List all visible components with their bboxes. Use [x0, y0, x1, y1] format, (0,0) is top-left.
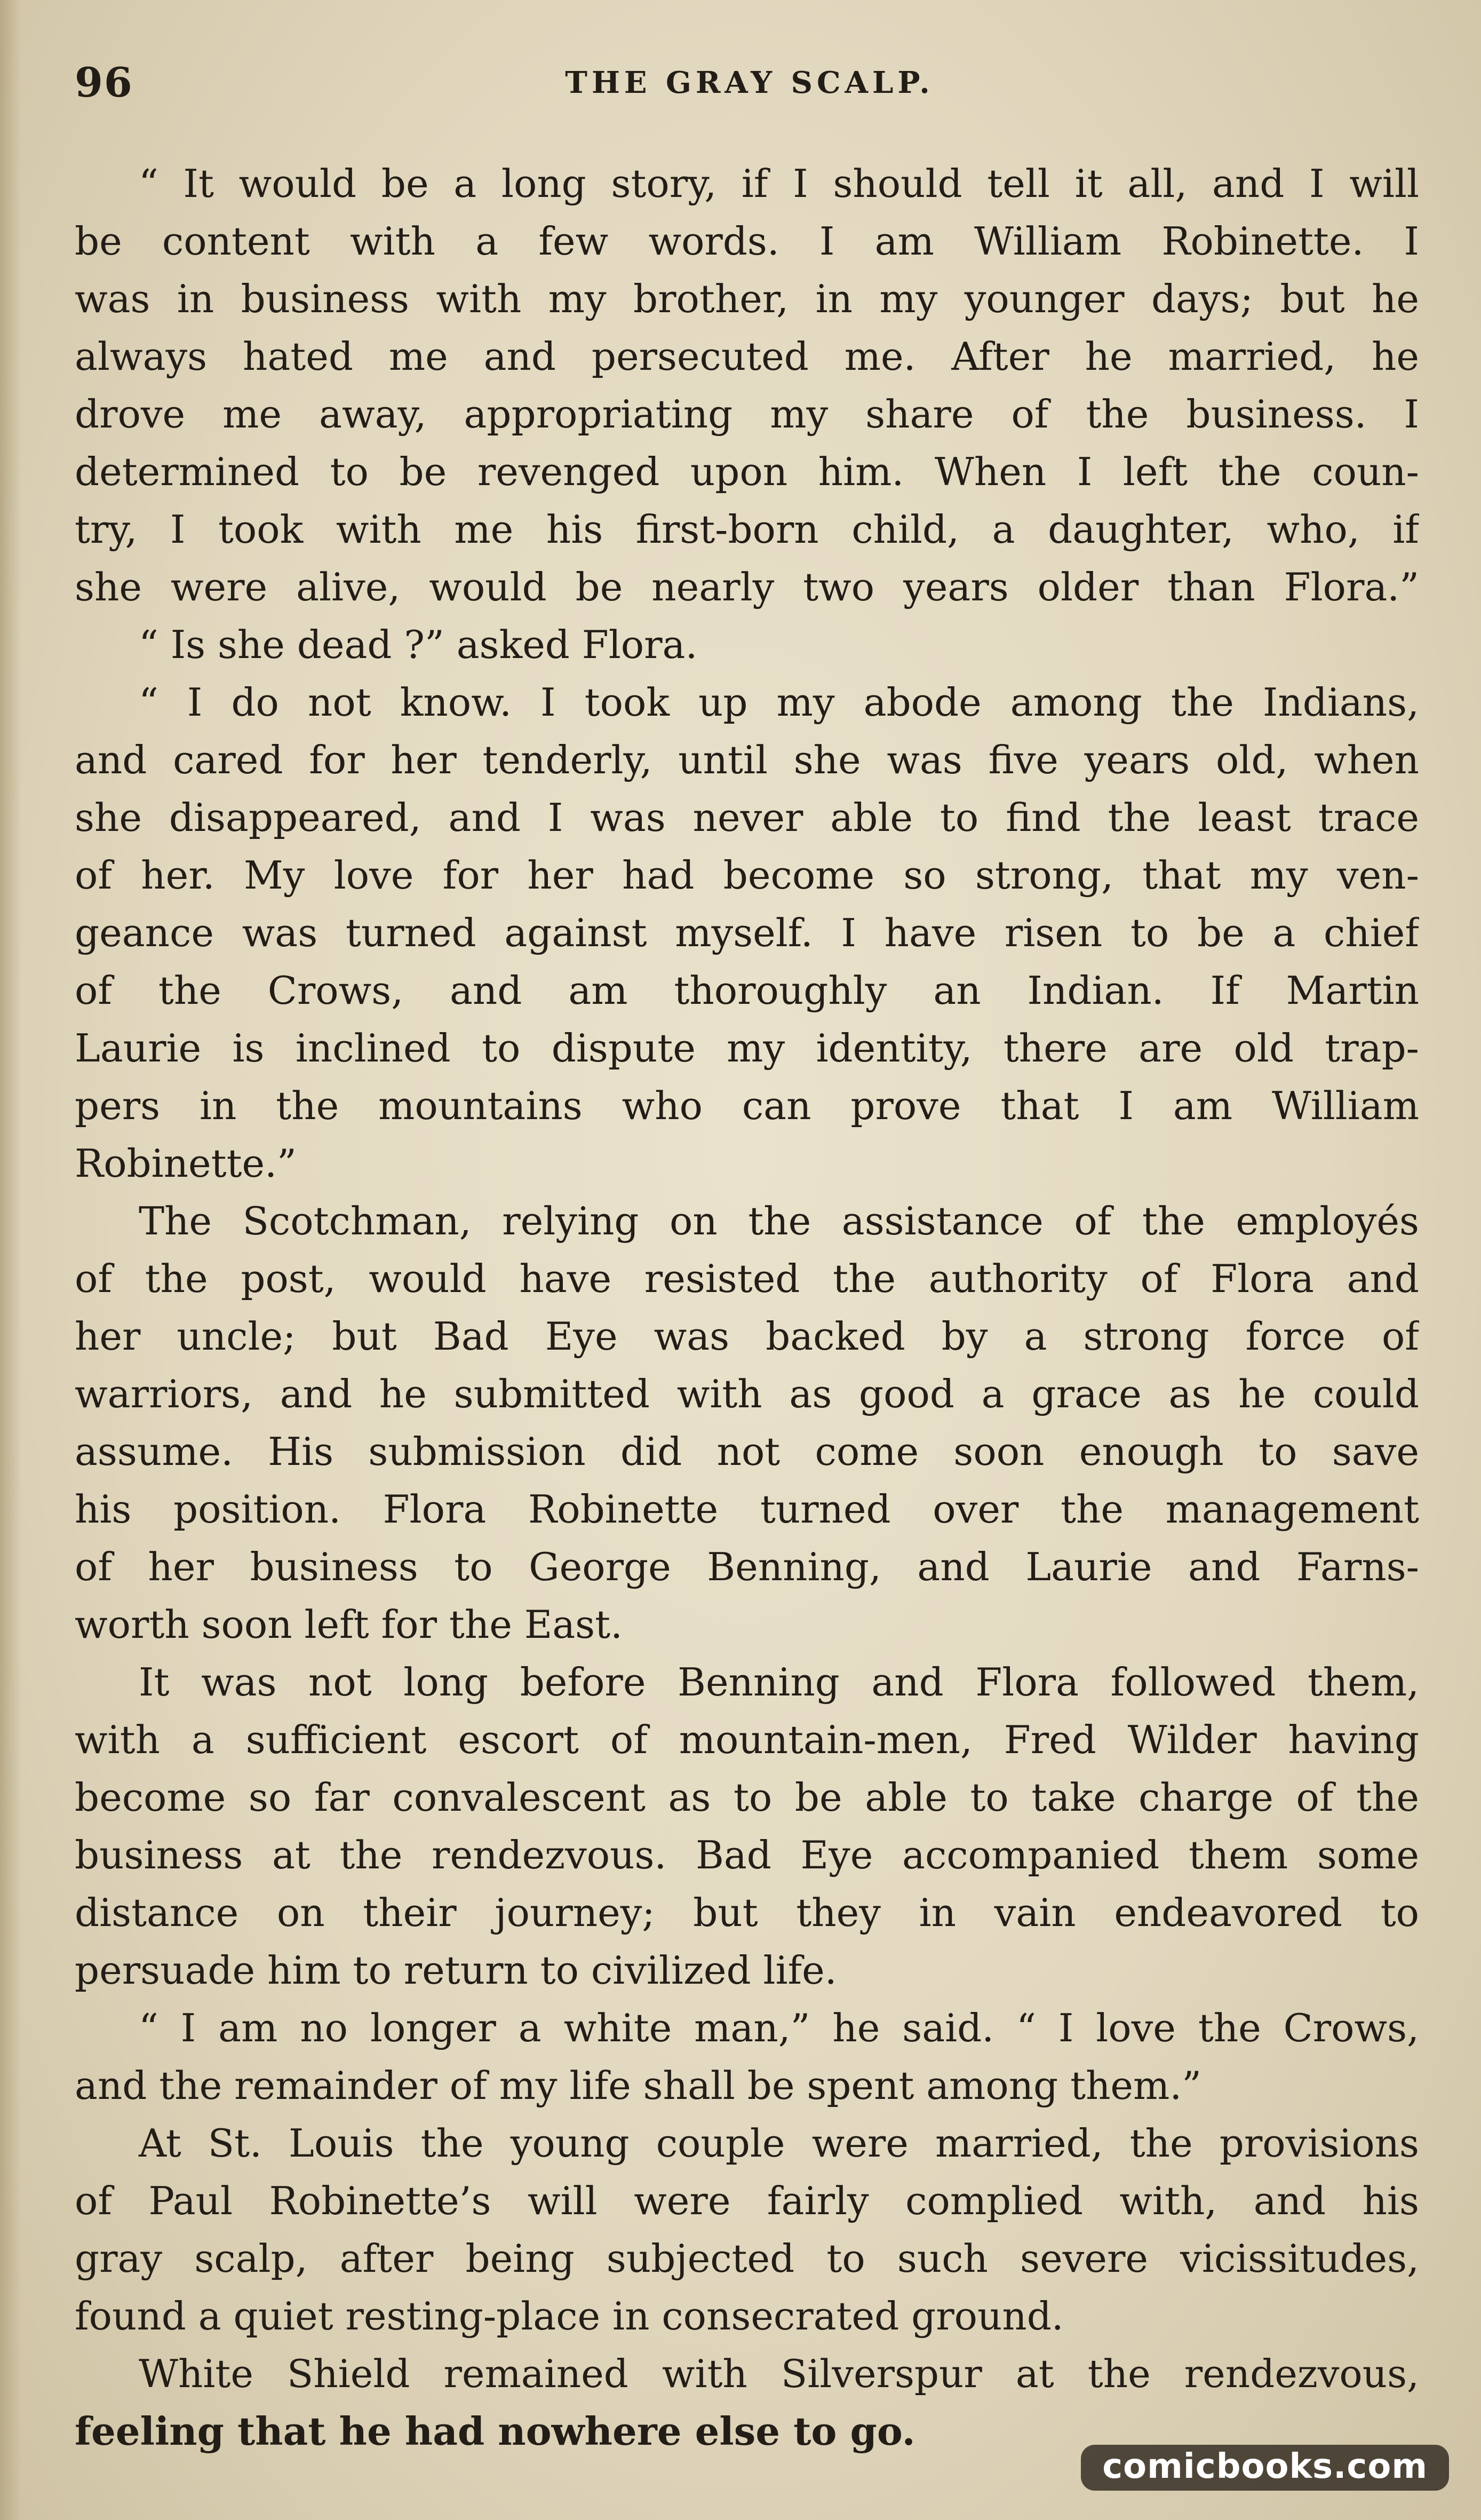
text-line: The Scotchman, relying on the assistance of the employés	[139, 1199, 1419, 1243]
text-line: assume. His submission did not come soon enough to save	[75, 1429, 1419, 1474]
text-line: was in business with my brother, in my younger days; but he	[75, 276, 1419, 321]
text-line: distance on their journey; but they in vain endeavored to	[75, 1890, 1419, 1935]
body-text	[75, 155, 1419, 2460]
text-line: worth soon left for the East.	[75, 1602, 623, 1647]
text-line: “ Is she dead ?” asked Flora.	[139, 622, 698, 667]
text-line: become so far convalescent as to be able to take charge of the	[75, 1775, 1419, 1820]
text-line: “ It would be a long story, if I should tell it all, and I will	[139, 161, 1419, 206]
text-line: of the Crows, and am thoroughly an Indian. If Martin	[75, 968, 1419, 1013]
text-line: persuade him to return to civilized life.	[75, 1948, 837, 1993]
page-header	[75, 51, 1424, 115]
text-line: “ I do not know. I took up my abode among the Indians,	[139, 680, 1419, 725]
text-line: gray scalp, after being subjected to such severe vicissitudes,	[75, 2236, 1419, 2281]
text-line: of the post, would have resisted the authority of Flora and	[75, 1256, 1419, 1301]
text-line: with a sufficient escort of mountain-men, Fred Wilder having	[75, 1717, 1419, 1762]
text-line: always hated me and persecuted me. After he married, he	[75, 334, 1419, 379]
text-line: At St. Louis the young couple were married, the provisions	[139, 2121, 1419, 2166]
text-line: of Paul Robinette’s will were fairly complied with, and his	[75, 2178, 1419, 2223]
text-line: his position. Flora Robinette turned over the management	[75, 1487, 1419, 1532]
text-line: feeling that he had nowhere else to go.	[75, 2408, 915, 2454]
text-line: business at the rendezvous. Bad Eye accompanied them some	[75, 1833, 1419, 1877]
text-line: “ I am no longer a white man,” he said. “ I love the Crows,	[139, 2006, 1419, 2050]
text-line: pers in the mountains who can prove that I am William	[75, 1083, 1419, 1128]
text-line: of her. My love for her had become so strong, that my ven-	[75, 853, 1419, 898]
text-line: drove me away, appropriating my share of the business. I	[75, 392, 1419, 437]
text-line: determined to be revenged upon him. When I left the coun-	[75, 449, 1419, 494]
watermark-logo: comicbooks.com	[1081, 2445, 1449, 2491]
text-line: It was not long before Benning and Flora followed them,	[139, 1660, 1419, 1705]
text-line: and cared for her tenderly, until she was five years old, when	[75, 738, 1419, 782]
text-line: geance was turned against myself. I have risen to be a chief	[75, 910, 1419, 955]
page-binding-shadow	[0, 0, 21, 2520]
text-line: she were alive, would be nearly two years older than Flora.”	[75, 565, 1419, 609]
text-line: her uncle; but Bad Eye was backed by a strong force of	[75, 1314, 1419, 1359]
text-line: Robinette.”	[75, 1141, 297, 1186]
text-line: White Shield remained with Silverspur at the rendezvous,	[139, 2351, 1419, 2396]
text-line: warriors, and he submitted with as good a grace as he could	[75, 1372, 1419, 1416]
text-line: and the remainder of my life shall be spent among them.”	[75, 2063, 1202, 2108]
page-number: 96	[75, 59, 133, 106]
text-line: she disappeared, and I was never able to find the least trace	[75, 795, 1419, 840]
running-title: THE GRAY SCALP.	[565, 65, 934, 100]
text-line: try, I took with me his first-born child, a daughter, who, if	[75, 507, 1419, 552]
text-line: be content with a few words. I am William Robinette. I	[75, 219, 1419, 264]
text-line: of her business to George Benning, and Laurie and Farns-	[75, 1544, 1419, 1589]
text-line: found a quiet resting-place in consecrated ground.	[75, 2294, 1064, 2339]
text-line: Laurie is inclined to dispute my identity, there are old trap-	[75, 1026, 1419, 1071]
